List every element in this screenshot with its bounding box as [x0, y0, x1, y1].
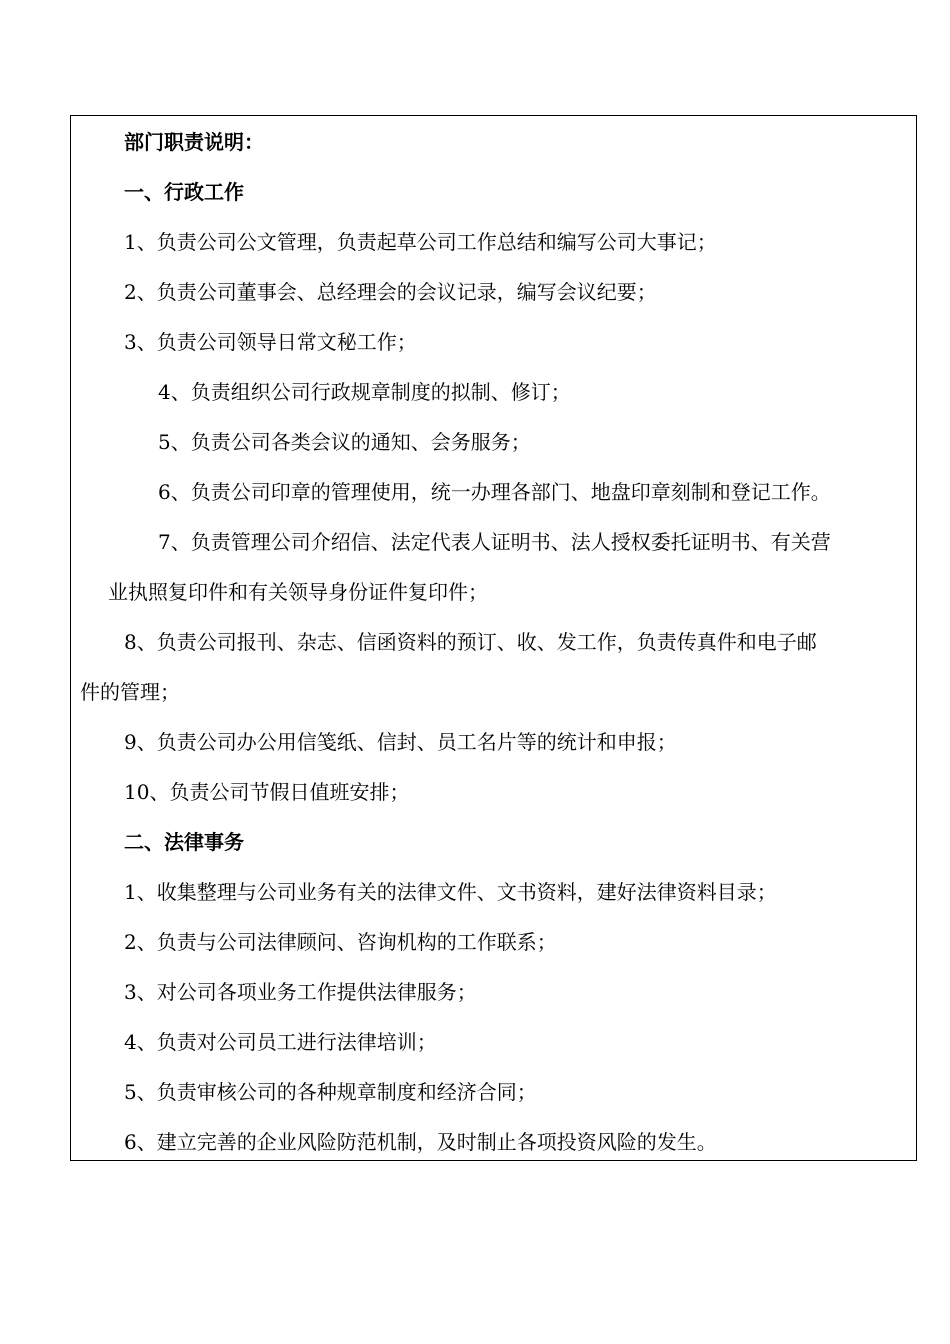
section-heading-admin: 一、行政工作	[124, 180, 244, 204]
list-item: 1、负责公司公文管理，负责起草公司工作总结和编写公司大事记；	[124, 230, 717, 254]
list-item: 7、负责管理公司介绍信、法定代表人证明书、法人授权委托证明书、有关营	[158, 530, 831, 554]
list-item-continuation: 业执照复印件和有关领导身份证件复印件；	[108, 580, 488, 604]
section-heading-legal: 二、法律事务	[124, 830, 244, 854]
list-item: 6、建立完善的企业风险防范机制，及时制止各项投资风险的发生。	[124, 1130, 717, 1154]
list-item: 9、负责公司办公用信笺纸、信封、员工名片等的统计和申报；	[124, 730, 677, 754]
list-item: 1、收集整理与公司业务有关的法律文件、文书资料，建好法律资料目录；	[124, 880, 777, 904]
list-item: 10、负责公司节假日值班安排；	[124, 780, 410, 804]
list-item: 2、负责公司董事会、总经理会的会议记录，编写会议纪要；	[124, 280, 657, 304]
list-item: 2、负责与公司法律顾问、咨询机构的工作联系；	[124, 930, 557, 954]
doc-title: 部门职责说明：	[124, 130, 264, 154]
list-item: 4、负责对公司员工进行法律培训；	[124, 1030, 437, 1054]
list-item: 6、负责公司印章的管理使用，统一办理各部门、地盘印章刻制和登记工作。	[158, 480, 831, 504]
list-item: 4、负责组织公司行政规章制度的拟制、修订；	[158, 380, 571, 404]
list-item-continuation: 件的管理；	[80, 680, 180, 704]
list-item: 3、对公司各项业务工作提供法律服务；	[124, 980, 477, 1004]
list-item: 5、负责公司各类会议的通知、会务服务；	[158, 430, 531, 454]
list-item: 3、负责公司领导日常文秘工作；	[124, 330, 417, 354]
list-item: 8、负责公司报刊、杂志、信函资料的预订、收、发工作，负责传真件和电子邮	[124, 630, 817, 654]
list-item: 5、负责审核公司的各种规章制度和经济合同；	[124, 1080, 537, 1104]
